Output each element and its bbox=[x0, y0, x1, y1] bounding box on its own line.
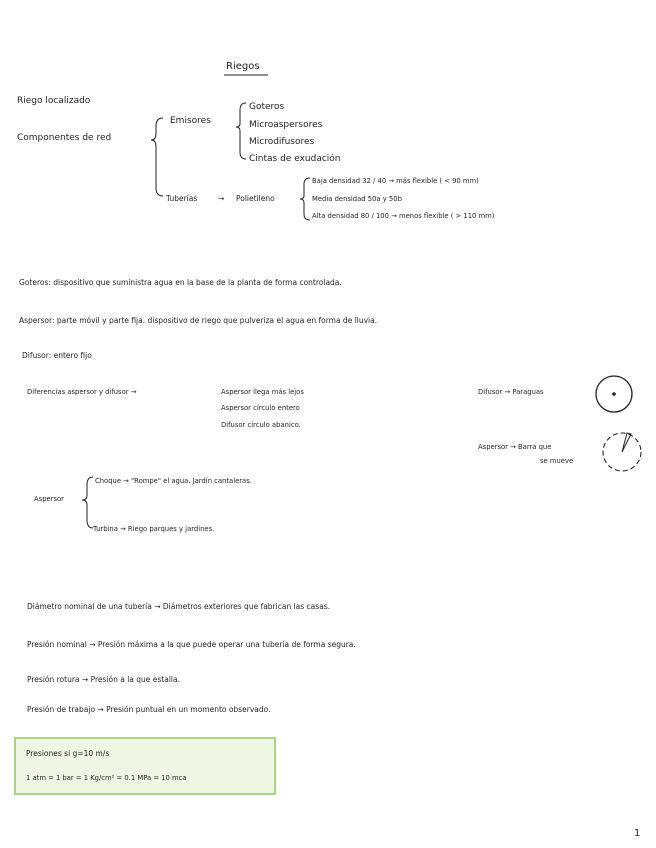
page-title: Riegos bbox=[226, 61, 260, 72]
riego-localizado: Riego localizado bbox=[17, 96, 91, 106]
polietileno-label: Polietileno bbox=[236, 194, 275, 203]
emisor-item: Microaspersores bbox=[249, 120, 323, 130]
difusor-definition: Difusor: entero fijo bbox=[22, 351, 92, 360]
turbina-line: Turbina → Riego parques y jardines. bbox=[93, 525, 215, 533]
emisor-item: Microdifusores bbox=[249, 137, 315, 147]
presion-line: Presión rotura → Presión a la que estalla. bbox=[27, 675, 180, 684]
goteros-definition: Goteros: dispositivo que suministra agua en la base de la planta de forma controlada. bbox=[19, 278, 342, 287]
aspersor-definition: Aspersor: parte móvil y parte fija. dispositivo de riego que pulveriza el agua en forma de lluvia. bbox=[19, 316, 378, 325]
aspersor-sketch-wedge bbox=[622, 433, 631, 452]
componentes-red: Componentes de red bbox=[17, 133, 112, 143]
presion-line: Presión nominal → Presión máxima a la que puede operar una tubería de forma segura. bbox=[27, 640, 356, 649]
diferencias-line: Difusor círculo abanico. bbox=[221, 421, 301, 429]
difusor-sketch-label: Difusor → Paraguas bbox=[478, 388, 544, 396]
aspersor-types-label: Aspersor bbox=[34, 495, 64, 503]
formula-line-2: 1 atm = 1 bar = 1 Kg/cm² = 0.1 MPa = 10 mca bbox=[26, 774, 187, 782]
tuberias-label: Tuberías bbox=[166, 194, 198, 203]
formula-box bbox=[14, 737, 276, 795]
componentes-brace bbox=[151, 118, 163, 196]
polietileno-brace bbox=[300, 178, 310, 220]
choque-line: Choque → "Rompe" el agua. Jardín cantaleras. bbox=[95, 477, 252, 485]
emisor-item: Goteros bbox=[249, 102, 285, 112]
page-number: 1 bbox=[634, 828, 641, 839]
emisores-label: Emisores bbox=[170, 116, 211, 126]
formula-line-1: Presiones si g=10 m/s bbox=[26, 749, 110, 758]
tuberias-arrow: → bbox=[218, 194, 225, 203]
densidad-row: Baja densidad 32 / 40 → más flexible ( < 90 mm) bbox=[312, 177, 479, 185]
aspersor-sketch-label-2: se mueve bbox=[540, 457, 574, 465]
emisores-brace bbox=[236, 103, 246, 159]
presion-line: Diámetro nominal de una tubería → Diámetros exteriores que fabrican las casas. bbox=[27, 602, 331, 611]
emisor-item: Cintas de exudación bbox=[249, 154, 341, 164]
densidad-row: Alta densidad 80 / 100 → menos flexible ( > 110 mm) bbox=[312, 212, 495, 220]
diferencias-line: Aspersor círculo entero bbox=[221, 404, 300, 412]
aspersor-brace bbox=[82, 477, 93, 528]
difusor-sketch-dot bbox=[612, 392, 616, 396]
presion-line: Presión de trabajo → Presión puntual en un momento observado. bbox=[27, 705, 271, 714]
diferencias-line: Aspersor llega más lejos bbox=[221, 388, 304, 396]
aspersor-sketch-label: Aspersor → Barra que bbox=[478, 443, 552, 451]
densidad-row: Media densidad 50a y 50b bbox=[312, 195, 402, 203]
diferencias-label: Diferencias aspersor y difusor → bbox=[27, 388, 137, 396]
